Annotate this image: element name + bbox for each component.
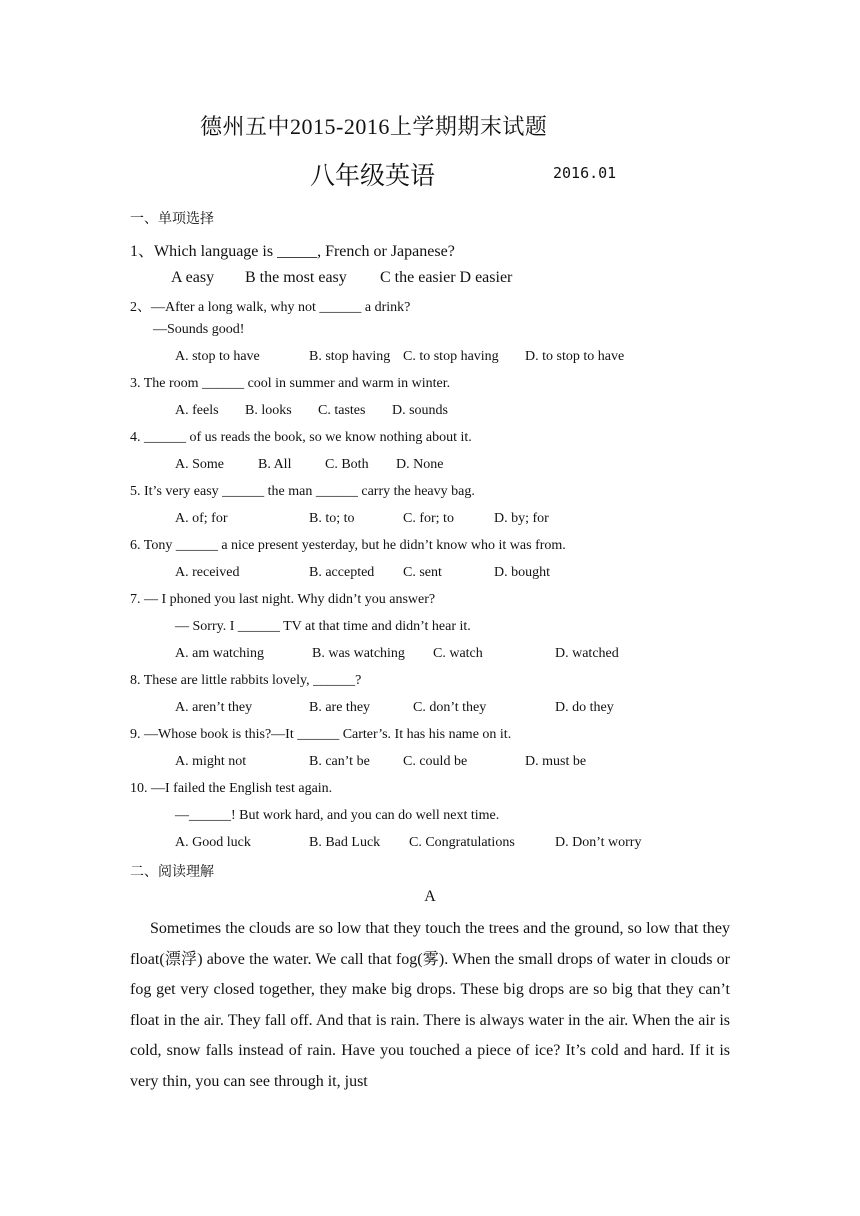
option: B. All	[258, 457, 292, 472]
option: B. was watching	[312, 646, 405, 661]
option: A. Good luck	[175, 835, 251, 850]
option: B. can’t be	[309, 754, 370, 769]
question-reply: — Sorry. I ______ TV at that time and didn’t hear it.	[175, 619, 471, 634]
question-reply: —______! But work hard, and you can do well next time.	[175, 808, 500, 823]
option: A. aren’t they	[175, 700, 253, 715]
exam-title: 德州五中2015-2016上学期期末试题	[200, 114, 548, 139]
option: B. Bad Luck	[309, 835, 381, 850]
question-stem: 8. These are little rabbits lovely, ______?	[130, 673, 362, 688]
question-stem: 9. —Whose book is this?—It ______ Carter’s. It has his name on it.	[130, 727, 512, 742]
exam-date: 2016.01	[553, 164, 617, 182]
question-stem: 1、Which language is _____, French or Japanese?	[130, 243, 455, 260]
option: C. to stop having	[403, 349, 499, 364]
option: A. Some	[175, 457, 224, 472]
option: D. by; for	[494, 511, 549, 526]
option: D. watched	[555, 646, 619, 661]
question-stem: 4. ______ of us reads the book, so we know nothing about it.	[130, 430, 472, 445]
option: C. Both	[325, 457, 369, 472]
section-heading-reading: 二、阅读理解	[130, 864, 214, 880]
option: A. received	[175, 565, 240, 580]
option: C. Congratulations	[409, 835, 515, 850]
option: C. watch	[433, 646, 483, 661]
option: B. looks	[245, 403, 292, 418]
option: A. am watching	[175, 646, 265, 661]
option: C. sent	[403, 565, 442, 580]
passage-text: Sometimes the clouds are so low that they touch the trees and the ground, so low that they float(漂浮) above the water. We call that fog(雾). When the small drops of water in clouds or fog get very closed together, they make big drops. These big drops are so big that they can’t float in the air. They fall off. And that is rain. There is always water in the air. When the air is cold, snow falls instead of rain. Have you touched a piece of ice? It’s cold and hard. If it is very thin, you can see through it, just	[130, 920, 730, 1090]
option: D. bought	[494, 565, 550, 580]
option: A. of; for	[175, 511, 228, 526]
option: B. stop having	[309, 349, 391, 364]
question-stem: 7. — I phoned you last night. Why didn’t you answer?	[130, 592, 436, 607]
question-reply: —Sounds good!	[153, 322, 245, 337]
option: C. tastes	[318, 403, 366, 418]
option: B. are they	[309, 700, 371, 715]
option: D. to stop to have	[525, 349, 625, 364]
option: A easy	[171, 269, 215, 286]
option: B. to; to	[309, 511, 355, 526]
option: D. sounds	[392, 403, 449, 418]
option: C the easier D easier	[380, 269, 513, 286]
option: B the most easy	[245, 269, 347, 286]
option: A. stop to have	[175, 349, 260, 364]
option: D. None	[396, 457, 444, 472]
option: D. do they	[555, 700, 614, 715]
option: C. for; to	[403, 511, 454, 526]
option: A. feels	[175, 403, 219, 418]
question-stem: 2、—After a long walk, why not ______ a drink?	[130, 300, 411, 315]
section-heading-choice: 一、单项选择	[130, 211, 214, 227]
question-stem: 6. Tony ______ a nice present yesterday, but he didn’t know who it was from.	[130, 538, 566, 553]
option: D. Don’t worry	[555, 835, 642, 850]
question-stem: 5. It’s very easy ______ the man ______ carry the heavy bag.	[130, 484, 475, 499]
reading-passage	[130, 914, 730, 1097]
question-stem: 10. —I failed the English test again.	[130, 781, 333, 796]
option: B. accepted	[309, 565, 375, 580]
option: A. might not	[175, 754, 247, 769]
question-stem: 3. The room ______ cool in summer and warm in winter.	[130, 376, 451, 391]
option: C. could be	[403, 754, 468, 769]
exam-subtitle: 八年级英语	[310, 163, 436, 190]
passage-label: A	[424, 888, 436, 905]
option: D. must be	[525, 754, 587, 769]
option: C. don’t they	[413, 700, 487, 715]
